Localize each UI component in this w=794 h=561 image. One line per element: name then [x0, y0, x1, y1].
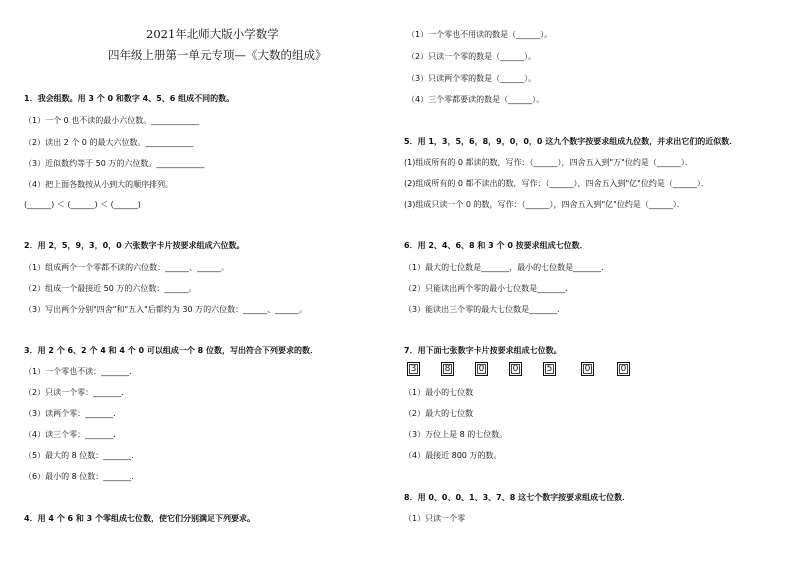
q4-heading: 4．用 4 个 6 和 3 个零组成七位数，使它们分别满足下列要求。 [24, 514, 255, 523]
q6-heading: 6．用 2、4、6、8 和 3 个 0 按要求组成七位数． [404, 241, 588, 250]
q3-heading: 3．用 2 个 6、2 个 4 和 4 个 0 可以组成一个 8 位数，写出符合下列要求的数． [24, 346, 318, 355]
q2-item-3: （3）写出两个分别"四舍"和"五入"后都约为 30 万的六位数：______、______。 [24, 305, 308, 314]
digit-card: 0 [509, 362, 522, 376]
q3-item-6: （6）最小的 8 位数：_______． [24, 472, 140, 481]
worksheet-subtitle: 四年级上册第一单元专项—《大数的组成》 [108, 48, 327, 62]
digit-card: 0 [617, 362, 630, 376]
digit-card: 0 [581, 362, 594, 376]
q8-heading: 8．用 0、0、0、1、3、7、8 这七个数字按要求组成七位数． [404, 493, 631, 502]
q5-item-3: (3)组成只读一个 0 的数，写作：（______），四舍五入到"亿"位约是（______）． [404, 200, 685, 209]
q3-item-2: （2）只读一个零：_______． [24, 388, 130, 397]
q7-item-1: （1）最小的七位数 [404, 388, 474, 397]
q5-item-2: (2)组成所有的 0 都不读出的数，写作：（______），四舍五入到"亿"位约是（______）． [404, 179, 709, 188]
q6-item-3: （3）能读出三个零的最大七位数是_______． [404, 305, 566, 314]
worksheet-title: 2021年北师大版小学数学 [146, 27, 279, 41]
q1-heading: 1．我会组数。用 3 个 0 和数字 4、5、6 组成不同的数。 [24, 94, 235, 103]
q1-item-3: （3）近似数约等于 50 万的六位数。____________ [24, 159, 205, 168]
digit-card: 3 [407, 362, 420, 376]
q1-item-5: (______) ＜ (______) ＜ (______) [24, 200, 141, 209]
q6-item-1: （1）最大的七位数是_______，最小的七位数是_______． [404, 263, 610, 272]
q4-item-2: （2）只读一个零的数是（______）。 [407, 52, 537, 61]
q7-item-2: （2）最大的七位数 [404, 409, 474, 418]
q1-item-4: （4）把上面各数按从小到大的顺序排列。 [24, 180, 174, 189]
digit-card: 0 [475, 362, 488, 376]
q1-item-1: （1）一个 0 也不读的最小六位数。____________ [24, 116, 200, 125]
digit-card: 5 [543, 362, 556, 376]
q3-item-1: （1）一个零也不读：_______． [24, 367, 138, 376]
q6-item-2: （2）只能读出两个零的最小七位数是_______． [404, 284, 574, 293]
q4-item-1: （1）一个零也不用读的数是（______）。 [407, 30, 553, 39]
q3-item-5: （5）最大的 8 位数：_______． [24, 451, 140, 460]
q4-item-3: （3）只读两个零的数是（______）。 [407, 74, 537, 83]
q3-item-3: （3）读两个零：_______． [24, 409, 122, 418]
q5-item-1: (1)组成所有的 0 都读的数，写作：（______），四舍五入到"万"位约是（______）． [404, 158, 693, 167]
q7-heading: 7．用下面七张数字卡片按要求组成七位数。 [404, 346, 562, 355]
q2-item-2: （2）组成一个最接近 50 万的六位数：______。 [24, 284, 197, 293]
q5-heading: 5．用 1，3，5，6，8，9，0，0，0 这九个数字按要求组成九位数，并求出它们的近似数． [404, 137, 738, 146]
q7-item-3: （3）万位上是 8 的七位数。 [404, 430, 508, 439]
q3-item-4: （4）读三个零：_______． [24, 430, 122, 439]
q2-item-1: （1）组成两个一个零都不读的六位数：______、______。 [24, 263, 230, 272]
q2-heading: 2．用 2，5，9，3，0，0 六张数字卡片按要求组成六位数。 [24, 241, 245, 250]
digit-card: 8 [441, 362, 454, 376]
q4-item-4: （4）三个零都要读的数是（______）。 [407, 95, 545, 104]
q1-item-2: （2）读出 2 个 0 的最大六位数。____________ [24, 138, 194, 147]
q8-item-1: （1）只读一个零 [404, 514, 466, 523]
q7-item-4: （4）最接近 800 万的数。 [404, 451, 502, 460]
